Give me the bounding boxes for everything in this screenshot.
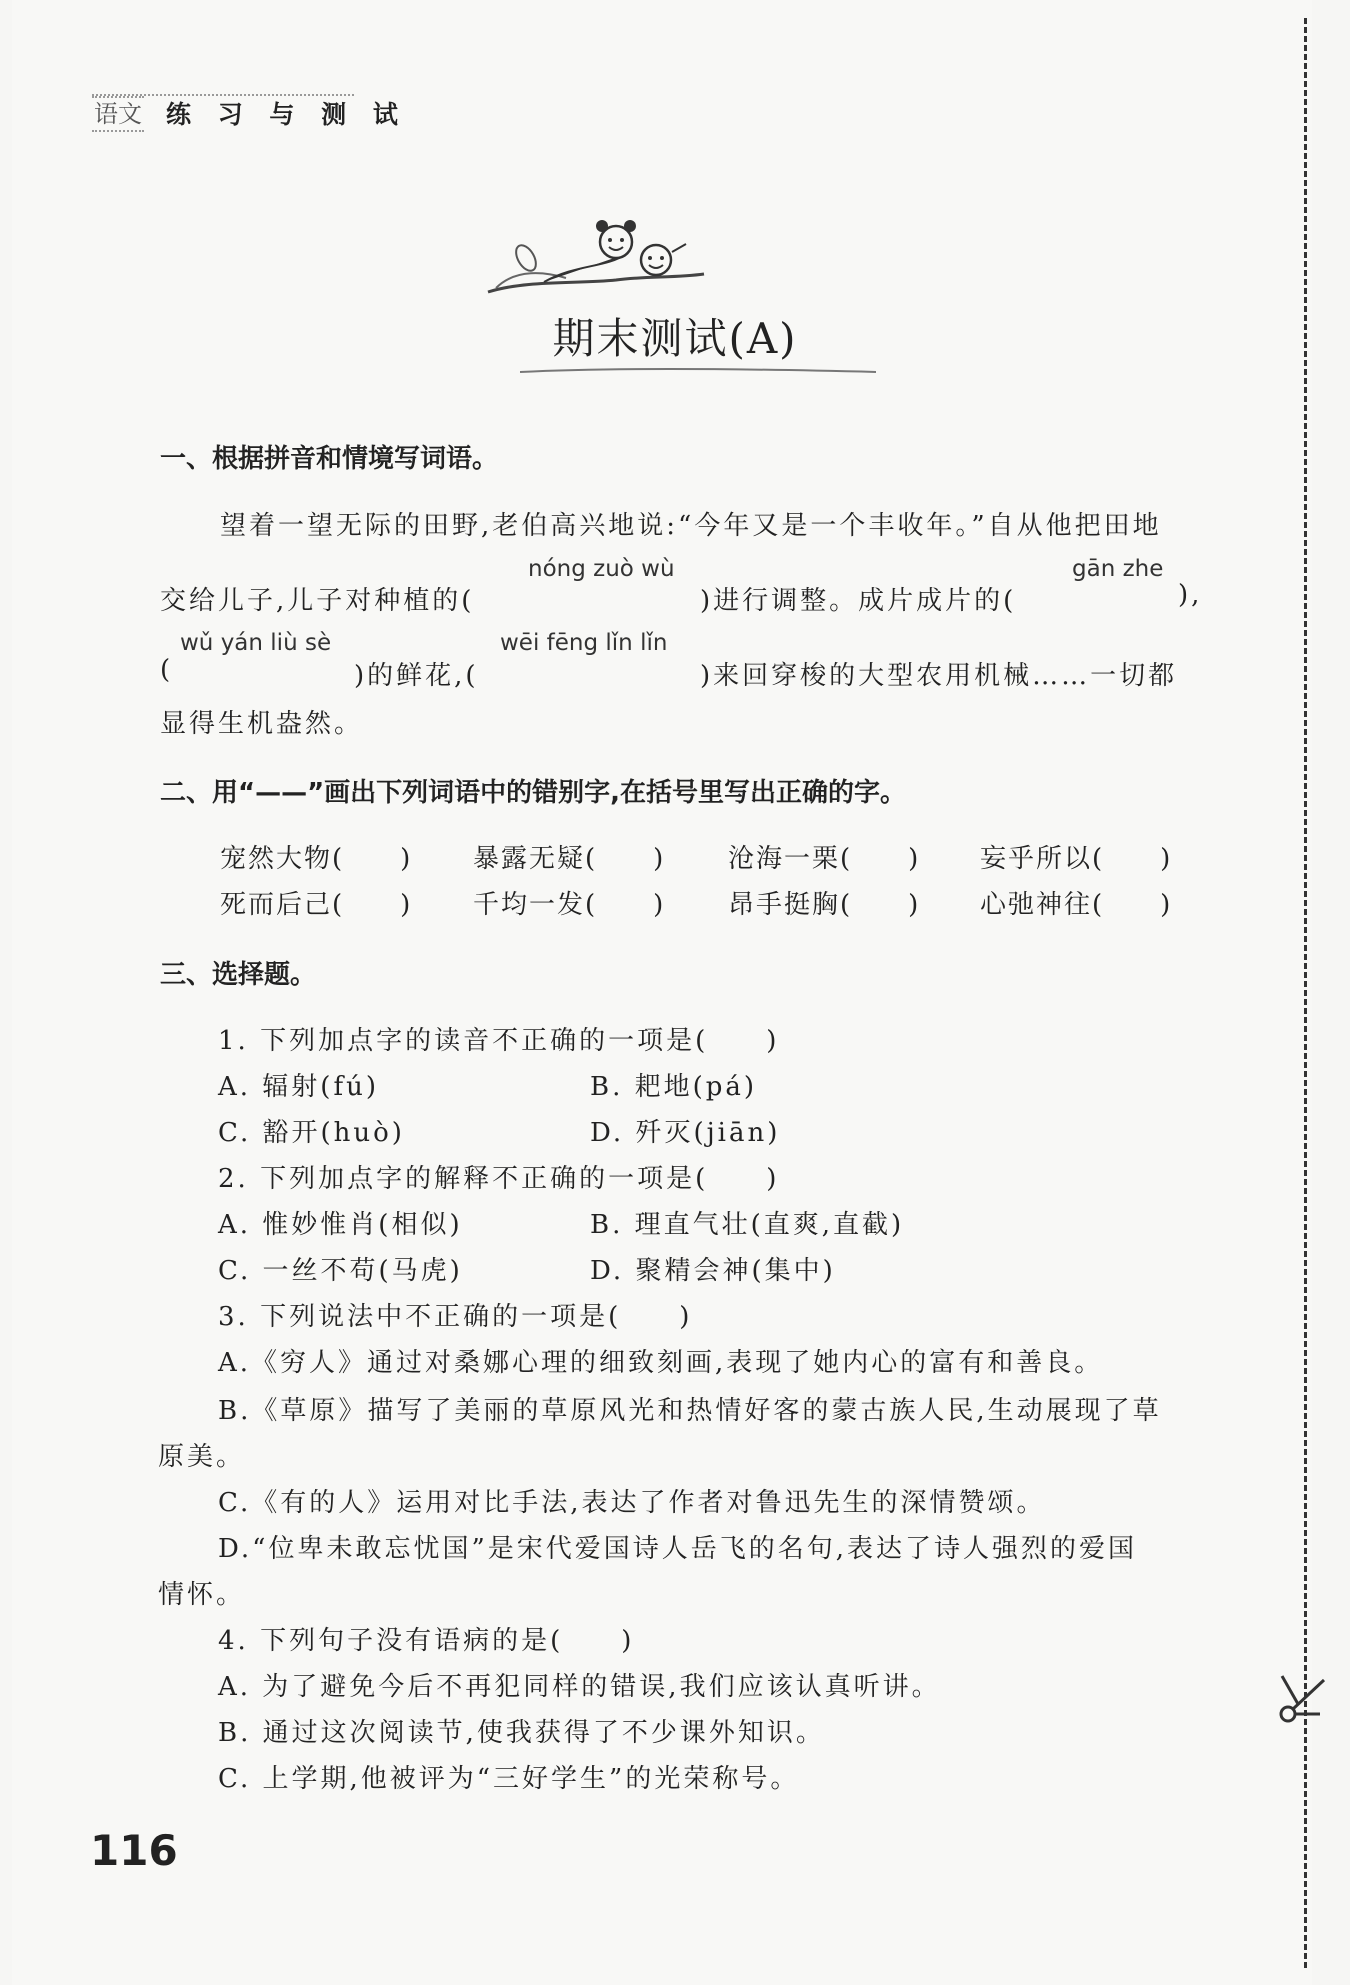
q2-option-a: A. 惟妙惟肖(相似) bbox=[218, 1210, 463, 1240]
q1-option-b: B. 耙地(pá) bbox=[590, 1072, 758, 1102]
scissors-icon bbox=[1274, 1668, 1330, 1728]
book-title: 练 习 与 测 试 bbox=[166, 100, 407, 129]
s2-item: 沧海一栗( ) bbox=[728, 844, 921, 874]
q2-stem: 2. 下列加点字的解释不正确的一项是( ) bbox=[218, 1164, 780, 1194]
q1-stem: 1. 下列加点字的读音不正确的一项是( ) bbox=[218, 1026, 780, 1056]
q2-option-b: B. 理直气壮(直爽,直截) bbox=[590, 1210, 905, 1240]
q4-option-a: A. 为了避免今后不再犯同样的错误,我们应该认真听讲。 bbox=[218, 1672, 941, 1702]
q1-option-a: A. 辐射(fú) bbox=[218, 1072, 379, 1102]
s1-line-4: 显得生机盎然。 bbox=[160, 709, 364, 739]
q1-option-c: C. 豁开(huò) bbox=[218, 1118, 405, 1148]
s2-item: 昂手挺胸( ) bbox=[728, 890, 921, 920]
s1-line-2a: 交给儿子,儿子对种植的( bbox=[160, 586, 475, 616]
q3-option-d-line2: 情怀。 bbox=[158, 1580, 246, 1610]
page-title: 期末测试(A) bbox=[552, 314, 798, 363]
section-2-heading: 二、用“——”画出下列词语中的错别字,在括号里写出正确的字。 bbox=[160, 778, 907, 808]
q3-option-c: C.《有的人》运用对比手法,表达了作者对鲁迅先生的深情赞颂。 bbox=[218, 1488, 1046, 1518]
s2-item: 千均一发( ) bbox=[473, 890, 666, 920]
section-3-heading: 三、选择题。 bbox=[160, 960, 317, 990]
q2-option-d: D. 聚精会神(集中) bbox=[590, 1256, 836, 1286]
pinyin-4: wēi fēng lǐn lǐn bbox=[500, 630, 668, 656]
q1-option-d: D. 歼灭(jiān) bbox=[590, 1118, 781, 1148]
subject-label: 语文 bbox=[92, 96, 144, 132]
running-header bbox=[92, 96, 407, 132]
q3-option-b-line2: 原美。 bbox=[158, 1442, 246, 1472]
s2-item: 暴露无疑( ) bbox=[473, 844, 666, 874]
q4-option-b: B. 通过这次阅读节,使我获得了不少课外知识。 bbox=[218, 1718, 825, 1748]
pinyin-3: wǔ yán liù sè bbox=[180, 630, 332, 656]
title-underline bbox=[520, 366, 876, 376]
section-1-heading: 一、根据拼音和情境写词语。 bbox=[160, 444, 499, 474]
q4-stem: 4. 下列句子没有语病的是( ) bbox=[218, 1626, 635, 1656]
s2-item: 心弛神往( ) bbox=[980, 890, 1173, 920]
s1-line-3c: )来回穿梭的大型农用机械……一切都 bbox=[700, 661, 1178, 691]
s1-line-1: 望着一望无际的田野,老伯高兴地说:“今年又是一个丰收年。”自从他把田地 bbox=[220, 511, 1162, 541]
s2-item: 妄乎所以( ) bbox=[980, 844, 1173, 874]
s1-line-3b: )的鲜花,( bbox=[354, 661, 479, 691]
s1-line-3a: ( bbox=[160, 655, 174, 685]
q3-option-a: A.《穷人》通过对桑娜心理的细致刻画,表现了她内心的富有和善良。 bbox=[218, 1348, 1104, 1378]
q3-option-d-line1: D.“位卑未敢忘忧国”是宋代爱国诗人岳飞的名句,表达了诗人强烈的爱国 bbox=[218, 1534, 1138, 1564]
q3-stem: 3. 下列说法中不正确的一项是( ) bbox=[218, 1302, 693, 1332]
s1-line-2b: )进行调整。成片成片的( bbox=[700, 586, 1017, 616]
pinyin-1: nóng zuò wù bbox=[528, 556, 675, 582]
s1-line-2c: ), bbox=[1178, 580, 1203, 610]
page-number: 116 bbox=[90, 1826, 178, 1875]
q3-option-b-line1: B.《草原》描写了美丽的草原风光和热情好客的蒙古族人民,生动展现了草 bbox=[218, 1396, 1162, 1426]
s2-item: 宠然大物( ) bbox=[220, 844, 413, 874]
pinyin-2: gān zhe bbox=[1072, 556, 1164, 582]
q4-option-c: C. 上学期,他被评为“三好学生”的光荣称号。 bbox=[218, 1764, 800, 1794]
q2-option-c: C. 一丝不苟(马虎) bbox=[218, 1256, 463, 1286]
s2-item: 死而后己( ) bbox=[220, 890, 413, 920]
children-illustration bbox=[486, 214, 706, 310]
